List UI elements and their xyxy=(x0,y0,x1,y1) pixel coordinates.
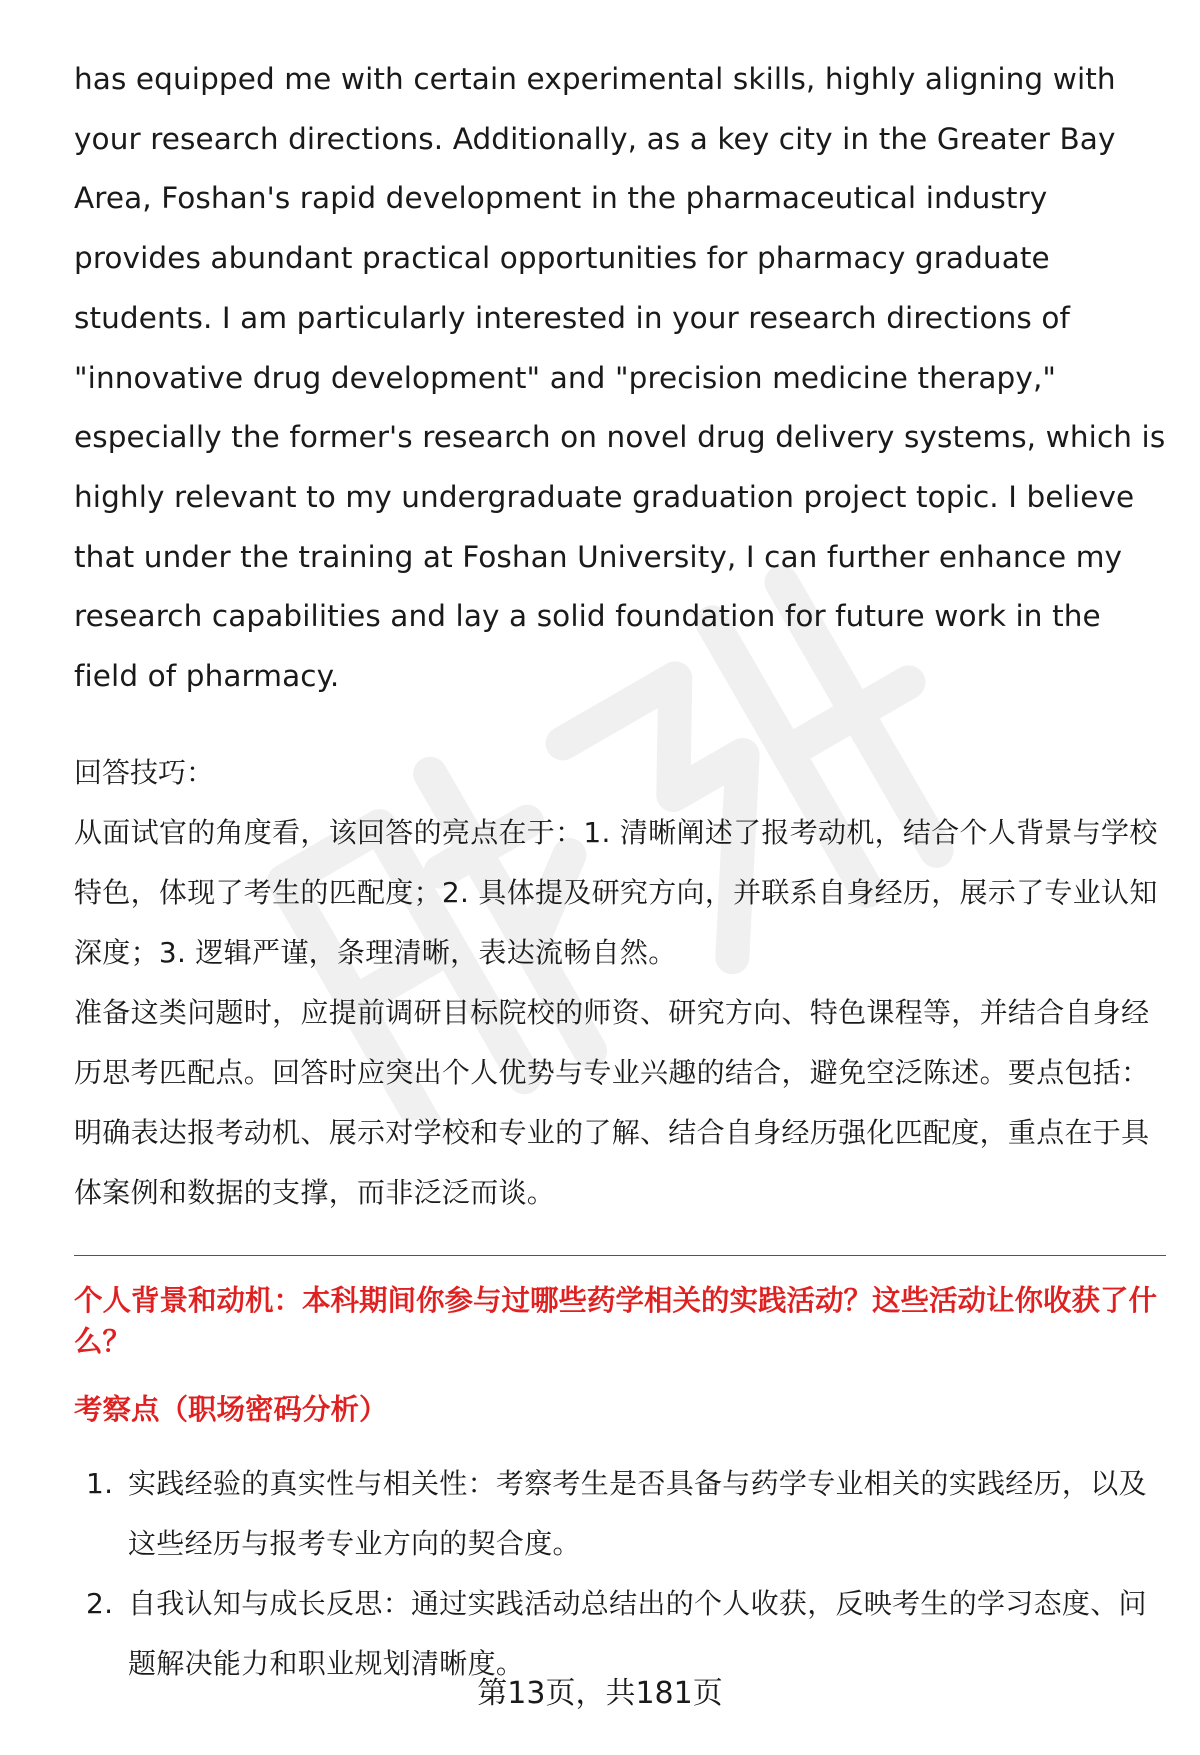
page-number-footer: 第13页，共181页 xyxy=(477,1676,723,1711)
question-title: 个人背景和动机：本科期间你参与过哪些药学相关的实践活动？这些活动让你收获了什么？ xyxy=(74,1283,1158,1358)
assessment-points-heading: 考察点（职场密码分析） xyxy=(74,1392,388,1426)
intro-paragraph: has equipped me with certain experimental skills, highly aligning with your research directions. Additionally, as a key city in the Greater Bay Area, Foshan's rapid development in the pharmaceutical industry provides abundant practical opportunities for pharmacy graduate students. I am particularly interested in your research directions of "innovative drug development" and "precision medicine therapy," especially the former's research on novel drug delivery systems, which is highly relevant to my undergraduate graduation project topic. I believe that under the training at Foshan University, I can further enhance my research capabilities and lay a solid foundation for future work in the field of pharmacy. xyxy=(74,62,1166,694)
assessment-points-list xyxy=(74,1454,1166,1694)
list-item xyxy=(74,1454,1166,1574)
list-item-text: 实践经验的真实性与相关性：考察考生是否具备与药学专业相关的实践经历，以及这些经历与报考专业方向的契合度。 xyxy=(128,1466,1147,1560)
list-item-number: 2. xyxy=(86,1586,114,1620)
list-item-number: 1. xyxy=(86,1466,114,1500)
tips-paragraph-1: 从面试官的角度看，该回答的亮点在于：1. 清晰阐述了报考动机，结合个人背景与学校特色，体现了考生的匹配度；2. 具体提及研究方向，并联系自身经历，展示了专业认知深度；3. 逻辑严谨，条理清晰，表达流畅自然。 xyxy=(74,815,1158,969)
tips-paragraph-2: 准备这类问题时，应提前调研目标院校的师资、研究方向、特色课程等，并结合自身经历思考匹配点。回答时应突出个人优势与专业兴趣的结合，避免空泛陈述。要点包括：明确表达报考动机、展示对学校和专业的了解、结合自身经历强化匹配度，重点在于具体案例和数据的支撑，而非泛泛而谈。 xyxy=(74,995,1150,1209)
section-divider xyxy=(74,1255,1166,1256)
document-page xyxy=(74,50,1166,1694)
list-item-text: 自我认知与成长反思：通过实践活动总结出的个人收获，反映考生的学习态度、问题解决能力和职业规划清晰度。 xyxy=(128,1586,1147,1680)
tips-heading: 回答技巧： xyxy=(74,755,215,789)
